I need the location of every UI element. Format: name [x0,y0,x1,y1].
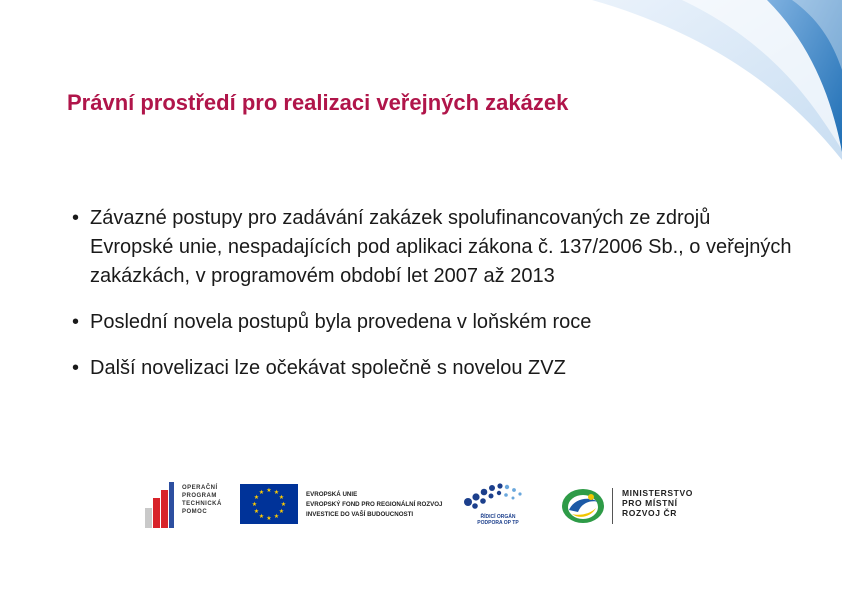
svg-text:★: ★ [273,489,280,496]
mmr-text: MINISTERSTVO PRO MÍSTNÍ ROZVOJ ČR [622,488,693,518]
bullet-item [72,204,792,291]
svg-text:★: ★ [278,494,285,501]
bullet-list [72,204,792,400]
eu-flag-icon [240,484,298,524]
svg-text:★: ★ [280,501,287,508]
svg-text:★: ★ [253,508,260,515]
bullet-marker: • [72,357,80,379]
bullet-item [72,308,792,337]
op-tp-text: OPERAČNÍ PROGRAM TECHNICKÁ POMOC [182,485,222,515]
svg-text:★: ★ [266,515,272,522]
svg-text:★: ★ [258,513,265,520]
ro-dots-icon [462,480,534,514]
bullet-text: Poslední novela postupů byla provedena v loňském roce [90,311,592,333]
bullet-marker: • [72,311,80,333]
slide-title: Právní prostředí pro realizaci veřejných zakázek [67,90,569,115]
ro-caption: ŘÍDICÍ ORGÁN PODPORA OP TP [477,514,519,526]
logo-strip [140,478,710,538]
mmr-emblem-icon [560,486,606,526]
mmr-divider [612,488,613,524]
ro-logo [462,480,534,528]
svg-text:★: ★ [253,494,260,501]
bullet-text: Další novelizaci lze očekávat společně s novelou ZVZ [90,357,566,379]
op-tp-bars-icon [145,482,177,528]
svg-text:★: ★ [273,513,280,520]
bullet-marker: • [72,207,80,229]
corner-swoosh-decoration [592,0,842,160]
bullet-item [72,354,792,383]
op-tp-logo [145,482,235,528]
svg-text:★: ★ [258,489,265,496]
eu-text: EVROPSKÁ UNIE EVROPSKÝ FOND PRO REGIONÁLNÍ ROZVOJ INVESTICE DO VAŠÍ BUDOUCNOSTI [306,491,443,518]
svg-text:★: ★ [251,501,258,508]
bullet-text: Závazné postupy pro zadávání zakázek spolufinancovaných ze zdrojů Evropské unie, nespadajících pod aplikaci zákona č. 137/2006 Sb., o veřejných zakázkách, v programovém období let 2007 až 2013 [90,207,792,287]
svg-text:★: ★ [278,508,285,515]
svg-text:★: ★ [266,487,272,494]
